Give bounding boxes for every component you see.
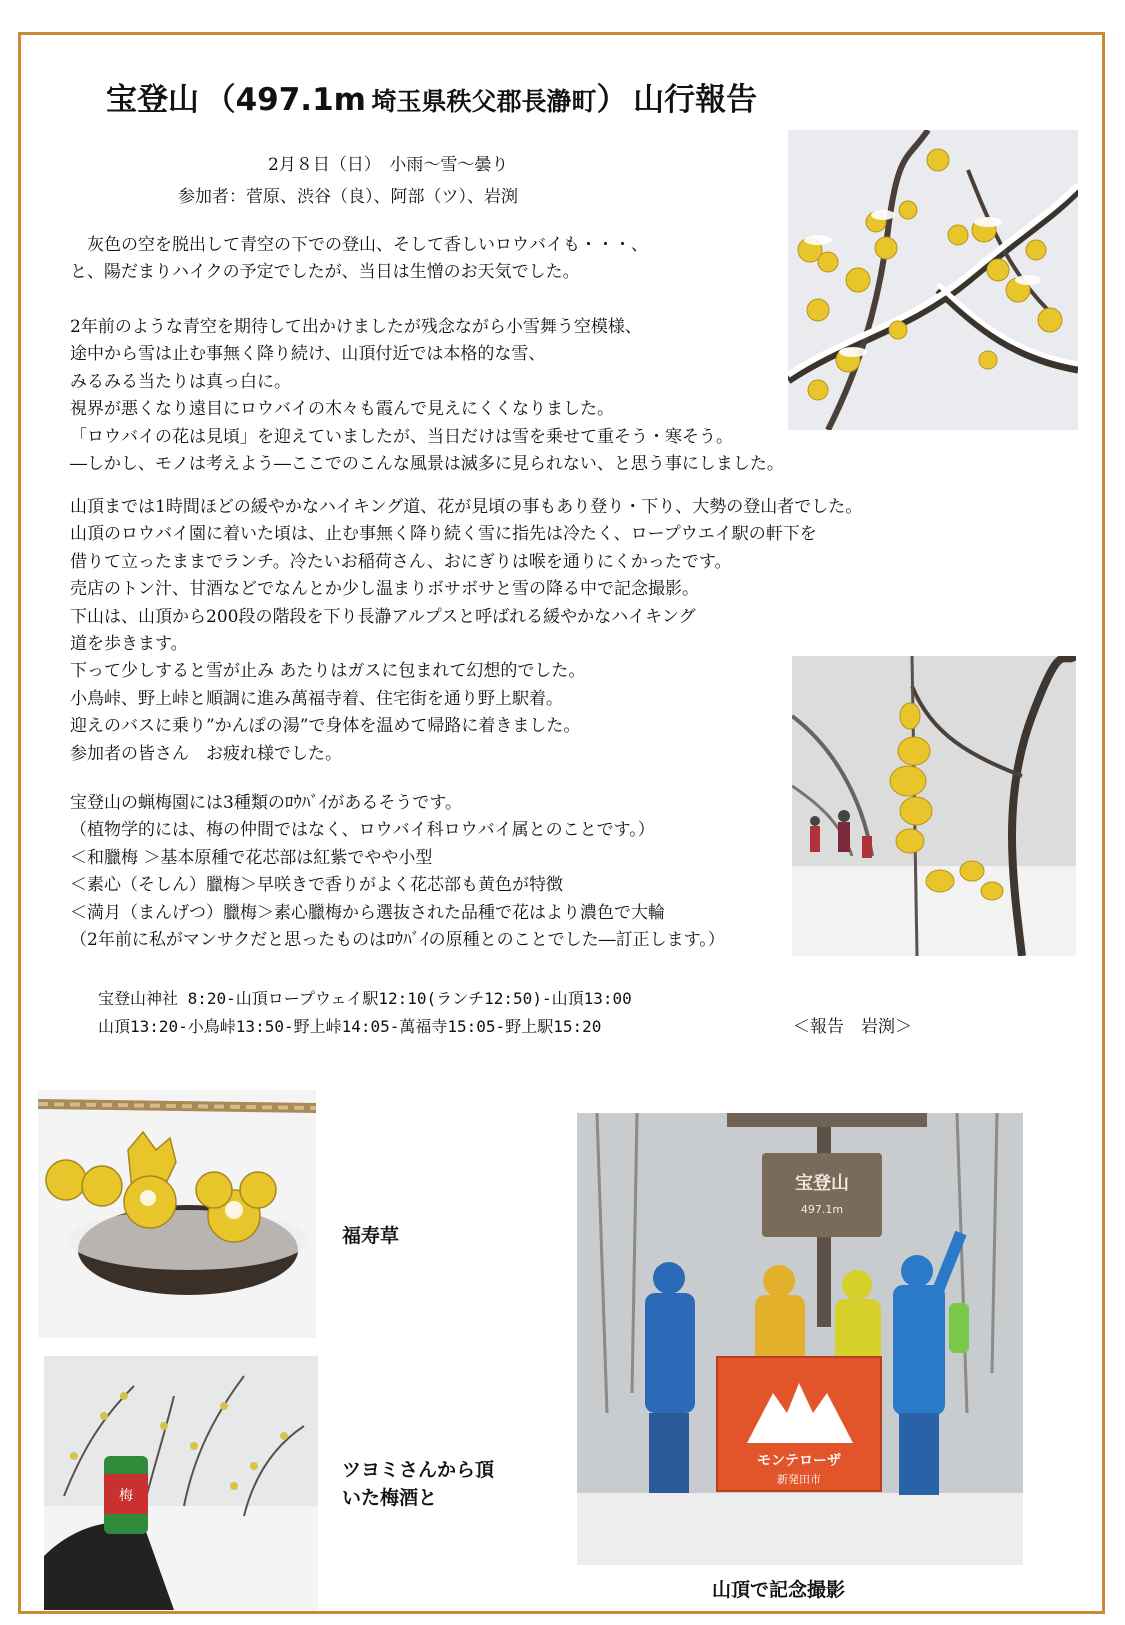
- sign-name: 宝登山: [795, 1173, 849, 1194]
- photo-umeshu: [44, 1356, 318, 1610]
- paragraph-route: [70, 494, 862, 768]
- schedule-line-2: 山頂13:20-小鳥峠13:50-野上峠14:05-萬福寺15:05-野上駅15:20: [98, 1017, 602, 1036]
- sign-elevation: 497.1m: [800, 1203, 844, 1216]
- photo-roubai-hikers: [792, 656, 1076, 956]
- text-line: 下って少しすると雪が止み あたりはガスに包まれて幻想的でした。: [70, 661, 586, 682]
- text-line: 灰色の空を脱出して青空の下での登山、そして香しいロウバイも・・・、: [70, 235, 648, 255]
- title-close-paren: ）: [596, 82, 628, 118]
- caption-summit: 山頂で記念撮影: [712, 1579, 846, 1601]
- paragraph-roubai: [70, 790, 725, 954]
- text-line: 「ロウバイの花は見頃」を迎えていましたが、当日だけは雪を乗せて重そう・寒そう。: [70, 426, 733, 447]
- reporter-signature: ＜報告 岩渕＞: [793, 1017, 912, 1037]
- photo-fukujuso: [38, 1090, 316, 1338]
- paragraph-weather: [70, 314, 784, 478]
- text-line: 道を歩きます。: [70, 634, 188, 655]
- date-weather: 2月８日（日） 小雨～雪～曇り: [268, 155, 509, 175]
- caption-umeshu-line-2: いた梅酒と: [342, 1487, 438, 1509]
- text-line: 途中から雪は止む事無く降り続け、山頂付近では本格的な雪、: [70, 344, 546, 365]
- text-line: 売店のトン汁、甘酒などでなんとか少し温まりボサボサと雪の降る中で記念撮影。: [70, 579, 699, 600]
- paragraph-intro: [70, 232, 648, 287]
- text-line: 小鳥峠、野上峠と順調に進み萬福寺着、住宅街を通り野上駅着。: [70, 688, 563, 709]
- caption-umeshu-line-1: ツヨミさんから頂: [342, 1459, 495, 1481]
- photo-roubai-snow: [788, 130, 1078, 430]
- text-line: 参加者の皆さん お疲れ様でした。: [70, 743, 342, 764]
- text-line: 山頂のロウバイ園に着いた頃は、止む事無く降り続く雪に指先は冷たく、ロープウエイ駅の軒下を: [70, 524, 817, 545]
- text-line: と、陽だまりハイクの予定でしたが、当日は生憎のお天気でした。: [70, 262, 580, 283]
- banner-text: モンテローザ: [757, 1453, 841, 1469]
- text-line: （2年前に私がマンサクだと思ったものはﾛｳﾊﾞｲの原種とのことでした―訂正します。）: [70, 930, 725, 951]
- schedule-line-1: 宝登山神社 8:20-山頂ロープウェイ駅12:10(ランチ12:50)-山頂13:00: [98, 989, 632, 1008]
- title-report: 山行報告: [633, 82, 758, 118]
- text-line: 下山は、山頂から200段の階段を下り長瀞アルプスと呼ばれる緩やかなハイキング: [70, 606, 696, 627]
- caption-fukujuso: 福寿草: [342, 1225, 400, 1247]
- text-line: 借りて立ったままでランチ。冷たいお稲荷さん、おにぎりは喉を通りにくかったです。: [70, 551, 732, 572]
- banner-city: 新発田市: [777, 1473, 821, 1486]
- photo-summit-group: [577, 1113, 1023, 1565]
- title-mountain: 宝登山: [106, 82, 199, 118]
- caption-umeshu: [342, 1456, 494, 1512]
- page-title: [106, 74, 757, 119]
- text-line: 視界が悪くなり遠目にロウバイの木々も霞んで見えにくくなりました。: [70, 399, 614, 420]
- text-line: （植物学的には、梅の仲間ではなく、ロウバイ科ロウバイ属とのことです。）: [70, 820, 655, 841]
- title-location: 埼玉県秩父郡長瀞町: [371, 87, 597, 116]
- text-line: ＜素心（そしん）臘梅＞早咲きで香りがよく花芯部も黄色が特徴: [70, 875, 563, 896]
- text-line: 迎えのバスに乗り”かんぽの湯”で身体を温めて帰路に着きました。: [70, 716, 581, 737]
- text-line: 山頂までは1時間ほどの緩やかなハイキング道、花が見頃の事もあり登り・下り、大勢の登山者でした。: [70, 497, 863, 517]
- title-elevation: 497.1m: [235, 82, 366, 118]
- text-line: みるみる当たりは真っ白に。: [70, 371, 291, 392]
- title-open-paren: （: [204, 82, 236, 118]
- text-line: ―しかし、モノは考えよう―ここでのこんな風景は滅多に見られない、と思う事にしました。: [70, 454, 784, 475]
- participants: 参加者：菅原、渋谷（良）、阿部（ツ）、岩渕: [178, 187, 518, 207]
- can-label: 梅: [119, 1488, 133, 1504]
- text-line: 2年前のような青空を期待して出かけましたが残念ながら小雪舞う空模様、: [70, 317, 642, 337]
- text-line: ＜満月（まんげつ）臘梅＞素心臘梅から選抜された品種で花はより濃色で大輪: [70, 902, 665, 923]
- text-line: 宝登山の蝋梅園には3種類のﾛｳﾊﾞｲがあるそうです。: [70, 793, 462, 813]
- text-line: ＜和臘梅 ＞基本原種で花芯部は紅紫でやや小型: [70, 847, 433, 868]
